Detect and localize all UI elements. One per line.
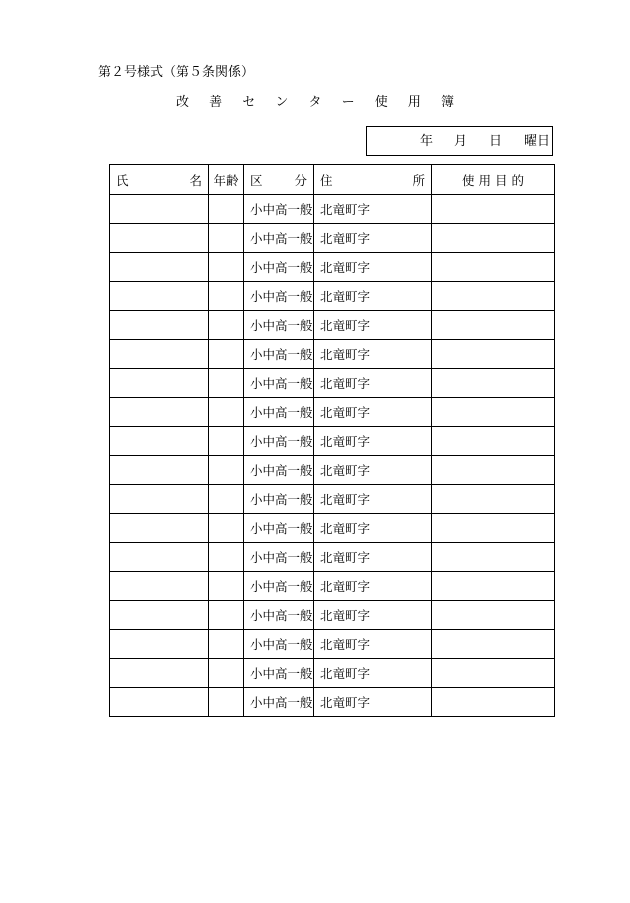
category-text: 小中高一般 bbox=[250, 260, 313, 275]
address-text: 北竜町字 bbox=[320, 202, 371, 217]
address-cell bbox=[314, 224, 432, 253]
name-cell[interactable] bbox=[110, 427, 209, 456]
category-text: 小中高一般 bbox=[250, 521, 313, 536]
category-text: 小中高一般 bbox=[250, 376, 313, 391]
table-row bbox=[110, 514, 555, 543]
category-text: 小中高一般 bbox=[250, 550, 313, 565]
address-cell bbox=[314, 630, 432, 659]
address-cell bbox=[314, 485, 432, 514]
name-cell[interactable] bbox=[110, 659, 209, 688]
address-cell bbox=[314, 572, 432, 601]
date-box bbox=[366, 126, 553, 156]
table-row bbox=[110, 485, 555, 514]
address-cell bbox=[314, 427, 432, 456]
purpose-cell[interactable] bbox=[432, 253, 555, 282]
purpose-cell[interactable] bbox=[432, 659, 555, 688]
age-cell[interactable] bbox=[209, 195, 244, 224]
purpose-cell[interactable] bbox=[432, 282, 555, 311]
category-text: 小中高一般 bbox=[250, 289, 313, 304]
category-text: 小中高一般 bbox=[250, 637, 313, 652]
header-category bbox=[244, 165, 314, 195]
age-cell[interactable] bbox=[209, 601, 244, 630]
table-row bbox=[110, 630, 555, 659]
name-cell[interactable] bbox=[110, 456, 209, 485]
address-cell bbox=[314, 311, 432, 340]
name-cell[interactable] bbox=[110, 195, 209, 224]
name-cell[interactable] bbox=[110, 369, 209, 398]
category-cell bbox=[244, 224, 314, 253]
age-cell[interactable] bbox=[209, 543, 244, 572]
header-address-right: 所 bbox=[412, 172, 425, 188]
address-text: 北竜町字 bbox=[320, 463, 371, 478]
category-text: 小中高一般 bbox=[250, 666, 313, 681]
category-text: 小中高一般 bbox=[250, 608, 313, 623]
name-cell[interactable] bbox=[110, 311, 209, 340]
category-cell bbox=[244, 688, 314, 717]
document-title: 改 善 セ ン タ ー 使 用 簿 bbox=[175, 95, 463, 110]
category-cell bbox=[244, 253, 314, 282]
category-text: 小中高一般 bbox=[250, 202, 313, 217]
purpose-cell[interactable] bbox=[432, 543, 555, 572]
table-header-row bbox=[110, 165, 555, 195]
address-text: 北竜町字 bbox=[320, 347, 371, 362]
name-cell[interactable] bbox=[110, 688, 209, 717]
category-cell bbox=[244, 340, 314, 369]
purpose-cell[interactable] bbox=[432, 572, 555, 601]
category-cell bbox=[244, 398, 314, 427]
category-text: 小中高一般 bbox=[250, 492, 313, 507]
category-cell bbox=[244, 456, 314, 485]
address-cell bbox=[314, 514, 432, 543]
name-cell[interactable] bbox=[110, 253, 209, 282]
table-row bbox=[110, 659, 555, 688]
age-cell[interactable] bbox=[209, 311, 244, 340]
form-number: 第２号様式（第５条関係） bbox=[98, 65, 255, 80]
table-row bbox=[110, 369, 555, 398]
header-name-left: 氏 bbox=[116, 172, 129, 188]
header-purpose bbox=[432, 165, 555, 195]
address-text: 北竜町字 bbox=[320, 376, 371, 391]
name-cell[interactable] bbox=[110, 340, 209, 369]
purpose-cell[interactable] bbox=[432, 311, 555, 340]
header-purpose-label: 使 用 目 的 bbox=[462, 172, 524, 188]
address-text: 北竜町字 bbox=[320, 637, 371, 652]
address-cell bbox=[314, 543, 432, 572]
age-cell[interactable] bbox=[209, 688, 244, 717]
age-cell[interactable] bbox=[209, 456, 244, 485]
address-text: 北竜町字 bbox=[320, 318, 371, 333]
category-cell bbox=[244, 311, 314, 340]
category-cell bbox=[244, 195, 314, 224]
address-cell bbox=[314, 659, 432, 688]
category-text: 小中高一般 bbox=[250, 405, 313, 420]
category-text: 小中高一般 bbox=[250, 579, 313, 594]
category-cell bbox=[244, 601, 314, 630]
name-cell[interactable] bbox=[110, 572, 209, 601]
category-cell bbox=[244, 659, 314, 688]
table-row bbox=[110, 688, 555, 717]
table-row bbox=[110, 282, 555, 311]
category-cell bbox=[244, 282, 314, 311]
name-cell[interactable] bbox=[110, 601, 209, 630]
name-cell[interactable] bbox=[110, 282, 209, 311]
date-weekday-label: 曜日 bbox=[524, 134, 551, 149]
age-cell[interactable] bbox=[209, 630, 244, 659]
table-row bbox=[110, 572, 555, 601]
address-cell bbox=[314, 369, 432, 398]
purpose-cell[interactable] bbox=[432, 688, 555, 717]
purpose-cell[interactable] bbox=[432, 514, 555, 543]
age-cell[interactable] bbox=[209, 514, 244, 543]
category-cell bbox=[244, 514, 314, 543]
age-cell[interactable] bbox=[209, 369, 244, 398]
address-text: 北竜町字 bbox=[320, 521, 371, 536]
address-text: 北竜町字 bbox=[320, 231, 371, 246]
purpose-cell[interactable] bbox=[432, 456, 555, 485]
header-category-left: 区 bbox=[250, 172, 263, 188]
address-text: 北竜町字 bbox=[320, 666, 371, 681]
age-cell[interactable] bbox=[209, 282, 244, 311]
purpose-cell[interactable] bbox=[432, 340, 555, 369]
table-row bbox=[110, 195, 555, 224]
address-cell bbox=[314, 601, 432, 630]
category-cell bbox=[244, 485, 314, 514]
address-text: 北竜町字 bbox=[320, 289, 371, 304]
category-cell bbox=[244, 630, 314, 659]
address-text: 北竜町字 bbox=[320, 579, 371, 594]
purpose-cell[interactable] bbox=[432, 630, 555, 659]
date-year-label: 年 bbox=[420, 134, 434, 149]
purpose-cell[interactable] bbox=[432, 398, 555, 427]
category-cell bbox=[244, 427, 314, 456]
address-text: 北竜町字 bbox=[320, 550, 371, 565]
age-cell[interactable] bbox=[209, 572, 244, 601]
table-row bbox=[110, 601, 555, 630]
address-cell bbox=[314, 398, 432, 427]
age-cell[interactable] bbox=[209, 427, 244, 456]
address-text: 北竜町字 bbox=[320, 492, 371, 507]
name-cell[interactable] bbox=[110, 485, 209, 514]
category-text: 小中高一般 bbox=[250, 463, 313, 478]
address-cell bbox=[314, 282, 432, 311]
table-row bbox=[110, 253, 555, 282]
category-cell bbox=[244, 369, 314, 398]
header-address bbox=[314, 165, 432, 195]
address-cell bbox=[314, 456, 432, 485]
usage-log-table bbox=[109, 164, 555, 717]
date-day-label: 日 bbox=[489, 134, 503, 149]
category-cell bbox=[244, 572, 314, 601]
header-name-right: 名 bbox=[189, 172, 202, 188]
address-text: 北竜町字 bbox=[320, 405, 371, 420]
name-cell[interactable] bbox=[110, 398, 209, 427]
table-row bbox=[110, 340, 555, 369]
age-cell[interactable] bbox=[209, 340, 244, 369]
age-cell[interactable] bbox=[209, 398, 244, 427]
name-cell[interactable] bbox=[110, 224, 209, 253]
table-row bbox=[110, 543, 555, 572]
address-cell bbox=[314, 253, 432, 282]
age-cell[interactable] bbox=[209, 253, 244, 282]
address-text: 北竜町字 bbox=[320, 608, 371, 623]
category-text: 小中高一般 bbox=[250, 318, 313, 333]
date-month-label: 月 bbox=[454, 134, 468, 149]
purpose-cell[interactable] bbox=[432, 601, 555, 630]
category-text: 小中高一般 bbox=[250, 434, 313, 449]
age-cell[interactable] bbox=[209, 224, 244, 253]
address-text: 北竜町字 bbox=[320, 260, 371, 275]
category-text: 小中高一般 bbox=[250, 231, 313, 246]
table-row bbox=[110, 427, 555, 456]
table-row bbox=[110, 224, 555, 253]
purpose-cell[interactable] bbox=[432, 485, 555, 514]
address-cell bbox=[314, 340, 432, 369]
purpose-cell[interactable] bbox=[432, 427, 555, 456]
header-age bbox=[209, 165, 244, 195]
category-text: 小中高一般 bbox=[250, 347, 313, 362]
address-text: 北竜町字 bbox=[320, 434, 371, 449]
address-cell bbox=[314, 688, 432, 717]
age-cell[interactable] bbox=[209, 485, 244, 514]
address-cell bbox=[314, 195, 432, 224]
name-cell[interactable] bbox=[110, 514, 209, 543]
purpose-cell[interactable] bbox=[432, 195, 555, 224]
address-text: 北竜町字 bbox=[320, 695, 371, 710]
age-cell[interactable] bbox=[209, 659, 244, 688]
table-row bbox=[110, 311, 555, 340]
table-row bbox=[110, 456, 555, 485]
table-row bbox=[110, 398, 555, 427]
header-address-left: 住 bbox=[320, 172, 333, 188]
header-category-right: 分 bbox=[294, 172, 307, 188]
header-age-label: 年齢 bbox=[213, 172, 239, 188]
purpose-cell[interactable] bbox=[432, 369, 555, 398]
name-cell[interactable] bbox=[110, 630, 209, 659]
header-name bbox=[110, 165, 209, 195]
purpose-cell[interactable] bbox=[432, 224, 555, 253]
name-cell[interactable] bbox=[110, 543, 209, 572]
category-text: 小中高一般 bbox=[250, 695, 313, 710]
category-cell bbox=[244, 543, 314, 572]
